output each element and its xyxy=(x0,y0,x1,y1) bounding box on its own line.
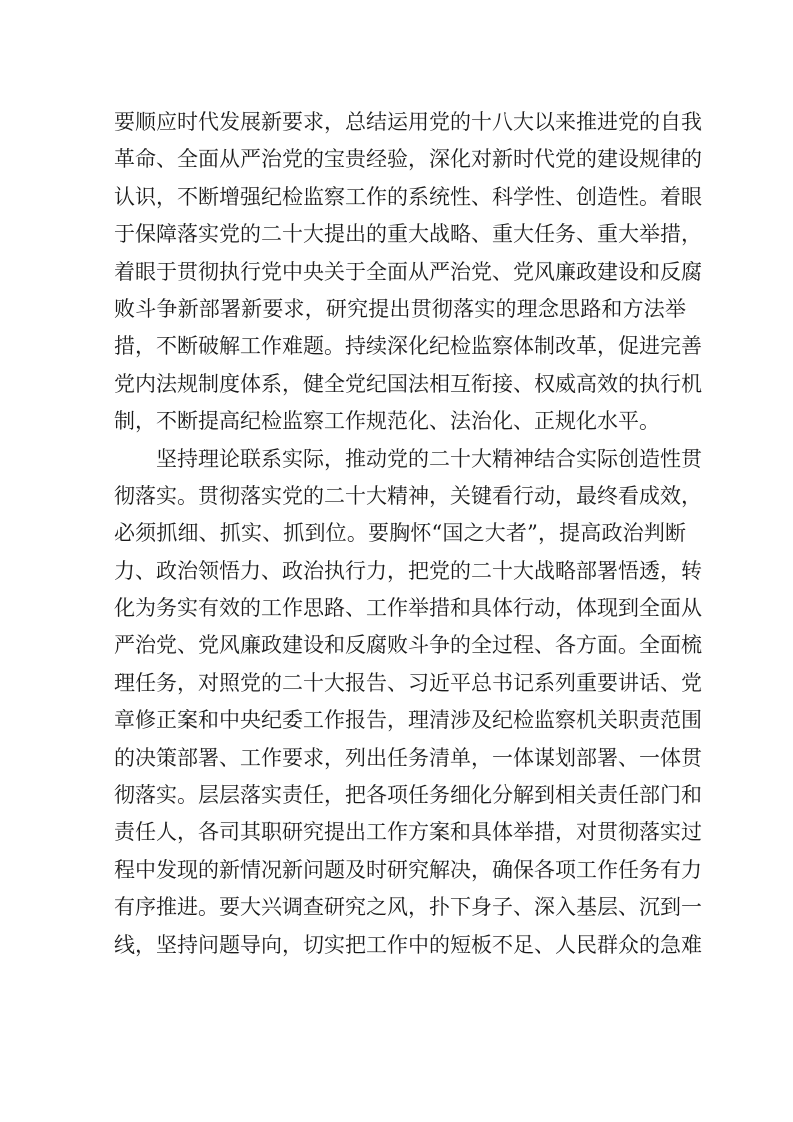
text-line: 章修正案和中央纪委工作报告，理清涉及纪检监察机关职责范围 xyxy=(114,708,702,733)
text-line: 认识，不断增强纪检监察工作的系统性、科学性、创造性。着眼 xyxy=(114,184,702,209)
text-line: 制，不断提高纪检监察工作规范化、法治化、正规化水平。 xyxy=(114,409,660,434)
text-line: 党内法规制度体系，健全党纪国法相互衔接、权威高效的执行机 xyxy=(114,371,702,396)
paragraph-1 xyxy=(114,104,702,441)
text-line: 有序推进。要大兴调查研究之风，扑下身子、深入基层、沉到一 xyxy=(114,895,702,920)
text-line: 于保障落实党的二十大提出的重大战略、重大任务、重大举措， xyxy=(114,222,702,247)
text-line: 革命、全面从严治党的宝贵经验，深化对新时代党的建设规律的 xyxy=(114,147,702,172)
text-line: 坚持理论联系实际，推动党的二十大精神结合实际创造性贯 xyxy=(156,446,702,471)
text-line: 要顺应时代发展新要求，总结运用党的十八大以来推进党的自我 xyxy=(114,110,702,134)
text-line: 理任务，对照党的二十大报告、习近平总书记系列重要讲话、党 xyxy=(114,670,702,695)
paragraph-2 xyxy=(114,441,702,964)
text-line: 彻落实。层层落实责任，把各项任务细化分解到相关责任部门和 xyxy=(114,783,702,808)
text-line: 程中发现的新情况新问题及时研究解决，确保各项工作任务有力 xyxy=(114,857,702,882)
text-line: 败斗争新部署新要求，研究提出贯彻落实的理念思路和方法举 xyxy=(114,296,686,321)
document-body xyxy=(114,104,702,964)
text-line: 的决策部署、工作要求，列出任务清单，一体谋划部署、一体贯 xyxy=(114,745,702,770)
text-line: 彻落实。贯彻落实党的二十大精神，关键看行动，最终看成效， xyxy=(114,483,702,508)
text-line: 责任人，各司其职研究提出工作方案和具体举措，对贯彻落实过 xyxy=(114,820,702,845)
text-line: 措，不断破解工作难题。持续深化纪检监察体制改革，促进完善 xyxy=(114,334,702,359)
text-line: 力、政治领悟力、政治执行力，把党的二十大战略部署悟透，转 xyxy=(114,558,702,583)
text-line: 化为务实有效的工作思路、工作举措和具体行动，体现到全面从 xyxy=(114,596,702,621)
text-line: 线，坚持问题导向，切实把工作中的短板不足、人民群众的急难 xyxy=(114,932,702,957)
text-line: 必须抓细、抓实、抓到位。要胸怀“国之大者”，提高政治判断 xyxy=(114,521,686,546)
text-line: 着眼于贯彻执行党中央关于全面从严治党、党风廉政建设和反腐 xyxy=(114,259,702,284)
text-line: 严治党、党风廉政建设和反腐败斗争的全过程、各方面。全面梳 xyxy=(114,633,702,658)
